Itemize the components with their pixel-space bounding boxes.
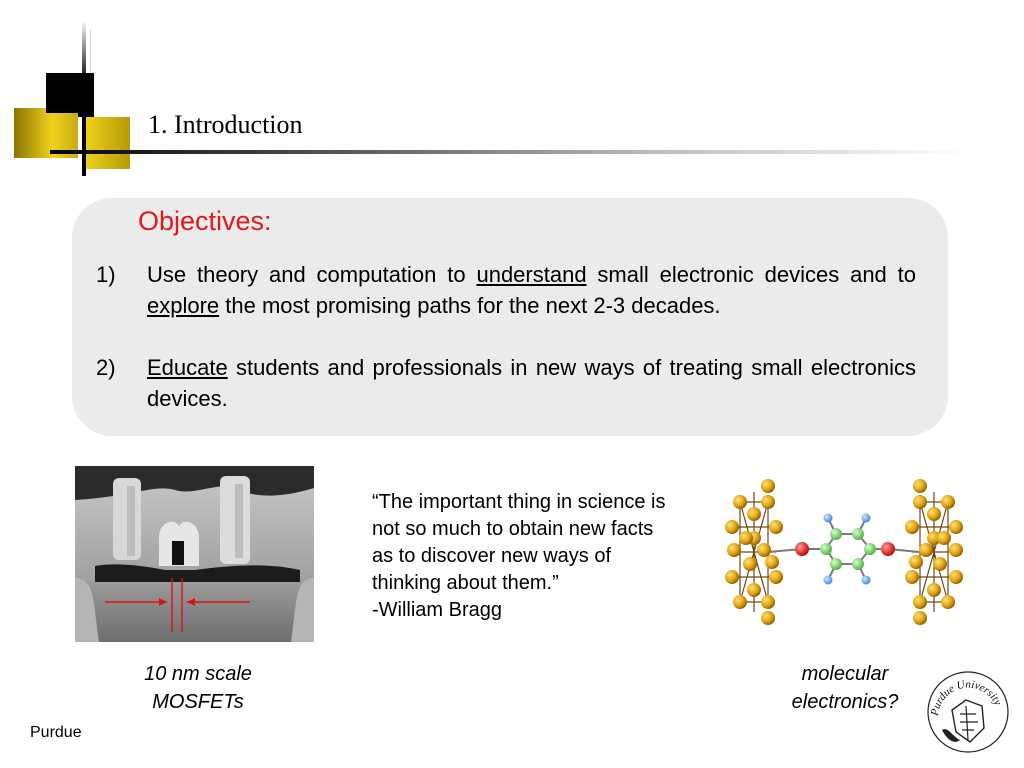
underlined-word: explore	[147, 293, 220, 318]
underlined-word: understand	[476, 262, 587, 287]
objective-item-2	[96, 352, 916, 414]
header-gold-block-2	[86, 117, 130, 169]
caption-molecular: molecular electronics?	[791, 663, 899, 713]
svg-text:Purdue University: Purdue University	[928, 678, 1004, 717]
header-rule	[50, 150, 970, 154]
slide-title: 1. Introduction	[148, 110, 303, 139]
objective-number: 2)	[96, 355, 116, 380]
header-black-block-2	[78, 73, 94, 117]
molecule-image	[720, 472, 970, 632]
purdue-seal-logo	[926, 670, 1010, 754]
header-black-block	[46, 73, 78, 113]
objective-text: Use theory and computation to understand small electronic devices and to explore the most promising paths for the next 2-3 decades.	[147, 262, 916, 318]
caption-mosfet: 10 nm scale MOSFETs	[144, 663, 252, 713]
mosfet-sem-image	[75, 466, 314, 642]
footer-label: Purdue	[30, 724, 82, 741]
quote-attribution: -William Bragg	[372, 599, 503, 621]
objective-text: Educate students and professionals in new ways of treating small electronics devices.	[147, 355, 916, 411]
objectives-heading: Objectives:	[138, 206, 272, 236]
objective-item-1	[96, 259, 916, 321]
objective-number: 1)	[96, 262, 116, 287]
bragg-quote: “The important thing in science is not so much to obtain new facts as to discover new ways of thinking about them.” -William Bragg	[372, 489, 722, 624]
underlined-word: Educate	[147, 355, 228, 380]
